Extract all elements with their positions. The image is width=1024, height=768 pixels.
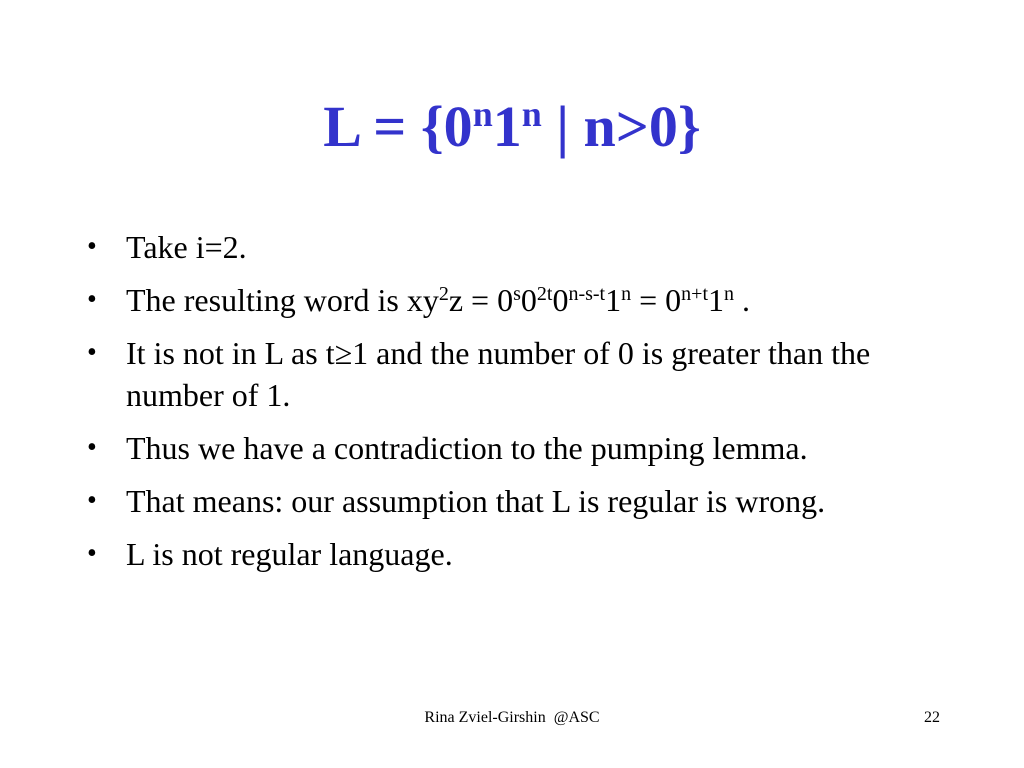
page-number: 22 (924, 709, 940, 726)
title-suffix: | n>0} (541, 94, 701, 159)
bullet-text: That means: our assumption that L is regular is wrong. (126, 483, 826, 519)
title-prefix: L = {0 (323, 94, 473, 159)
bullet-text-part: . (734, 282, 751, 318)
bullet-text-part: 0 (520, 282, 537, 318)
exponent: n (621, 283, 632, 305)
bullet-text-part: z = 0 (448, 282, 514, 318)
title-mid: 1 (492, 94, 522, 159)
exponent: n-s-t (568, 283, 606, 305)
bullet-item-4 (87, 427, 937, 469)
bullet-icon: • (87, 485, 97, 516)
bullet-text-part: 0 (552, 282, 569, 318)
bullet-item-5 (87, 480, 937, 522)
bullet-icon: • (87, 337, 97, 368)
bullet-text: Thus we have a contradiction to the pumping lemma. (126, 430, 808, 466)
bullet-list (87, 226, 937, 586)
exponent: 2 (438, 283, 449, 305)
bullet-text-part: The resulting word is xy (126, 282, 439, 318)
bullet-icon: • (87, 432, 97, 463)
slide-title (0, 94, 1024, 159)
bullet-item-1 (87, 226, 937, 268)
bullet-text-part: 1 (605, 282, 622, 318)
exponent: n+t (681, 283, 709, 305)
bullet-item-6 (87, 533, 937, 575)
bullet-icon: • (87, 231, 97, 262)
bullet-item-2 (87, 279, 937, 321)
bullet-text: L is not regular language. (126, 536, 453, 572)
bullet-icon: • (87, 538, 97, 569)
exponent: n (724, 283, 735, 305)
bullet-text: It is not in L as t≥1 and the number of 0 is greater than the number of 1. (126, 335, 871, 413)
bullet-text: Take i=2. (126, 229, 247, 265)
footer-credit: Rina Zviel-Girshin @ASC (424, 709, 600, 726)
exponent: s (513, 283, 521, 305)
bullet-text-part: 1 (708, 282, 725, 318)
title-exponent-2: n (521, 94, 542, 134)
exponent: 2t (536, 283, 553, 305)
bullet-item-3 (87, 332, 937, 416)
title-exponent-1: n (472, 94, 493, 134)
bullet-icon: • (87, 284, 97, 315)
bullet-text-part: = 0 (631, 282, 682, 318)
